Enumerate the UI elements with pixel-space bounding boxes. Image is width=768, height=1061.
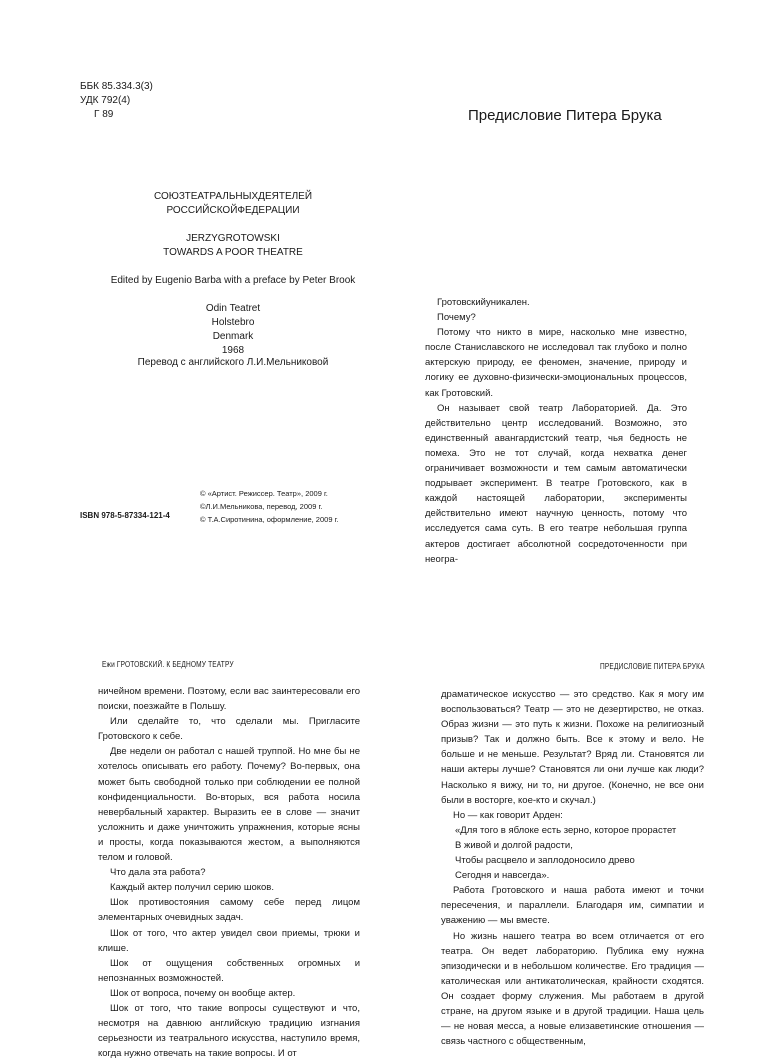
preface-heading: Предисловие Питера Брука	[468, 107, 662, 124]
paragraph: Но жизнь нашего театра во всем отличается от его театра. Он ведет лабораторию. Публика ему нужна эпизодически и в небольшом количестве. Его традиция — католическая или антикатолическая, крайности сходятся. Он создает форму служения. Мы работаем в другой стране, на другом языке и в другой традиции. Наша цель — не новая месса, а новые елизаветинские отношения — связь частного с общественным,	[441, 930, 704, 1048]
udk-code: УДК 792(4)	[80, 95, 131, 106]
org-line-1: СОЮЗТЕАТРАЛЬНЫХДЕЯТЕЛЕЙ	[153, 191, 313, 202]
paragraph: Потому что никто в мире, насколько мне известно, после Станиславского не исследовал так глубоко и полно актерскую природу, ее феномен, значение, природу и логику ее духовно-физически-эмоциональных процессов, как Гротовский.	[425, 327, 687, 399]
paragraph: Что дала эта работа?	[110, 867, 206, 879]
publisher-country: Denmark	[212, 331, 254, 342]
poem-line: Чтобы расцвело и заплодоносило древо	[455, 855, 635, 867]
running-head-right-text: ПРЕДИСЛОВИЕ ПИТЕРА БРУКА	[600, 662, 705, 671]
paragraph: Шок от того, что актер увидел свои приемы, трюки и клише.	[98, 927, 360, 954]
copyright-translation: ©Л.И.Мельникова, перевод, 2009 г.	[200, 502, 323, 511]
publisher-city: Holstebro	[211, 317, 255, 328]
copyright-design: © Т.А.Сиротинина, оформление, 2009 г.	[200, 515, 339, 524]
paragraph: Шок от ощущения собственных огромных и непознанных возможностей.	[98, 957, 360, 984]
poem-line: Сегодня и навсегда».	[455, 870, 550, 882]
preface-text	[425, 295, 687, 567]
paragraph: Гротовскийуникален.	[437, 297, 530, 308]
edited-by-line: Edited by Eugenio Barba with a preface by Peter Brook	[110, 275, 356, 286]
paragraph: Шок от того, что такие вопросы существуют и что, несмотря на давнюю английскую традицию изгнания серьезности из театрального искусства, наступило время, когда нужно отвечать на такие вопросы. И от	[98, 1002, 360, 1060]
paragraph: Почему?	[437, 312, 476, 324]
original-title: TOWARDS A POOR THEATRE	[163, 247, 303, 258]
paragraph: Две недели он работал с нашей труппой. Но мне бы не хотелось описывать его работу. Почему? Во-первых, она может быть свободной только при соблюдении ее полной конфиденциальности. Во-вторых, вся работа носила невербальный характер. Выразить ее в слове — значит усложнить и даже уничтожить упражнения, которые ясны и просты, когда показываются жестом, а выполняются телом и головой.	[98, 746, 360, 864]
translation-credit: Перевод с английского Л.И.Мельниковой	[137, 357, 329, 368]
org-line-2: РОССИЙСКОЙФЕДЕРАЦИИ	[166, 205, 300, 216]
running-head-left	[102, 660, 263, 669]
paragraph: Но — как говорит Арден:	[453, 809, 563, 821]
running-head-right	[600, 662, 728, 671]
poem-line: «Для того в яблоке есть зерно, которое прорастет	[455, 824, 677, 836]
publisher-name: Odin Teatret	[205, 303, 261, 314]
isbn: ISBN 978-5-87334-121-4	[80, 511, 170, 520]
paragraph: Работа Гротовского и наша работа имеют и точки пересечения, и параллели. Благодаря им, симпатии и уважению — мы вместе.	[441, 885, 704, 927]
publication-year: 1968	[221, 345, 245, 356]
paragraph: ничейном времени. Поэтому, если вас заинтересовали его поиски, поезжайте в Польшу.	[98, 686, 360, 713]
paragraph: Шок от вопроса, почему он вообще актер.	[110, 987, 296, 999]
copyright-publisher: © «Артист. Режиссер. Театр», 2009 г.	[200, 489, 328, 498]
paragraph: драматическое искусство — это средство. Как я могу им воспользоваться? Театр — это не дезертирство, не отказ. Образ жизни — это путь к жизни. Похоже на религиозный призыв? Так и должно быть. Все к этому и вело. Не больше и не меньше. Результат? Вряд ли. Становятся ли наши актеры лучше? Становятся ли они лучше как люди? Насколько я вижу, ни то, ни другое. (Конечно, не все они были в восторге, кое-кто и скучал.)	[441, 689, 704, 806]
poem-line: В живой и долгой радости,	[455, 839, 573, 851]
paragraph: Или сделайте то, что сделали мы. Пригласите Гротовского к себе.	[98, 716, 360, 743]
running-head-left-text: Ежи ГРОТОВСКИЙ. К БЕДНОМУ ТЕАТРУ	[102, 660, 234, 669]
paragraph: Он называет свой театр Лабораторией. Да. Это действительно центр исследований. Возможно, это единственный авангардистский театр, чья бедность не помеха. Это не тот случай, когда нехватка денег ограничивает возможности и тем самым автоматически подрывает эксперимент. В театре Гротовского, как в каждой настоящей лаборатории, эксперименты действительно имеют научную ценность, потому что исследуется сама суть. В его театре небольшая группа актеров достигает абсолютной сосредоточенности при неогра-	[425, 402, 687, 565]
paragraph: Шок противостояния самому себе перед лицом элементарных очевидных задач.	[98, 897, 360, 924]
right-body-text	[441, 687, 704, 1049]
original-author: JERZYGROTOWSKI	[186, 233, 280, 244]
g-code: Г 89	[94, 109, 114, 120]
left-body-text	[98, 684, 360, 1061]
bbk-code: ББК 85.334.3(3)	[80, 81, 153, 92]
paragraph: Каждый актер получил серию шоков.	[110, 882, 274, 894]
